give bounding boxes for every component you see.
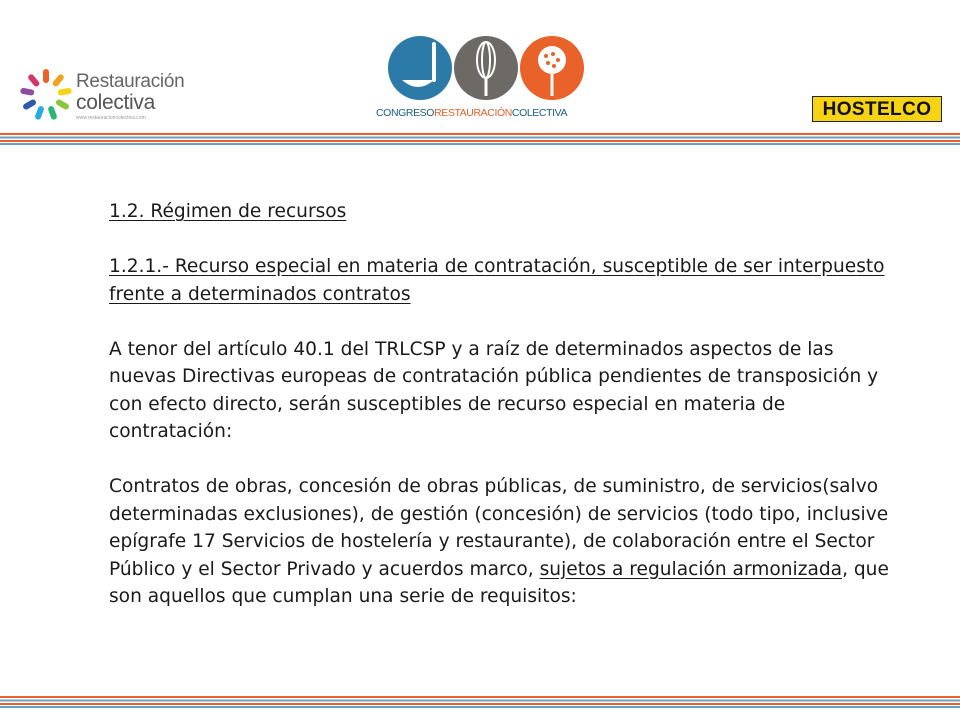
logo-name-line2: colectiva	[76, 91, 156, 114]
caption-part-2: RESTAURACIÓN	[434, 107, 512, 119]
document-body	[109, 198, 899, 611]
paragraph-2-before: Contratos de obras, concesión de obras públicas, de suministro, de servicios(salvo determinadas exclusiones), de gestión (concesión) de servicios (todo tipo, inclusive epígrafe 17 Servicios de hostelería y restaurante), de colaboración entre el Sector Público y el Sector Privado y acuerdos marco,	[109, 476, 889, 580]
section-heading: 1.2. Régimen de recursos	[109, 201, 347, 222]
subsection-heading: 1.2.1.- Recurso especial en materia de contratación, susceptible de ser interpuesto frente a determinados contratos	[109, 256, 885, 305]
congreso-logo	[372, 30, 602, 122]
hostelco-text: HOSTELCO	[822, 98, 932, 120]
hostelco-logo	[812, 96, 942, 122]
flower-icon	[18, 62, 76, 128]
logo-name-line1: Restauración	[76, 71, 185, 92]
paragraph-1: A tenor del artículo 40.1 del TRLCSP y a raíz de determinados aspectos de las nuevas Directivas europeas de contratación pública pendientes de transposición y con efecto directo, serán susceptibles de recurso especial en materia de contratación:	[109, 338, 879, 442]
kitchen-utensils-icon	[372, 30, 602, 106]
paragraph-2	[109, 473, 899, 611]
caption-part-3: COLECTIVA	[511, 107, 568, 119]
restauracion-colectiva-logo	[18, 62, 185, 128]
footer-divider-stripes	[0, 696, 960, 708]
paragraph-2-underlined: sujetos a regulación armonizada	[539, 558, 843, 580]
paragraph-2-after: , que son aquellos que cumplan una serie de requisitos:	[109, 558, 889, 607]
logo-url: www.restauracioncolectiva.com	[76, 115, 146, 121]
congreso-caption	[376, 108, 567, 119]
caption-part-1: CONGRESO	[376, 107, 435, 119]
header-divider-stripes	[0, 133, 960, 145]
